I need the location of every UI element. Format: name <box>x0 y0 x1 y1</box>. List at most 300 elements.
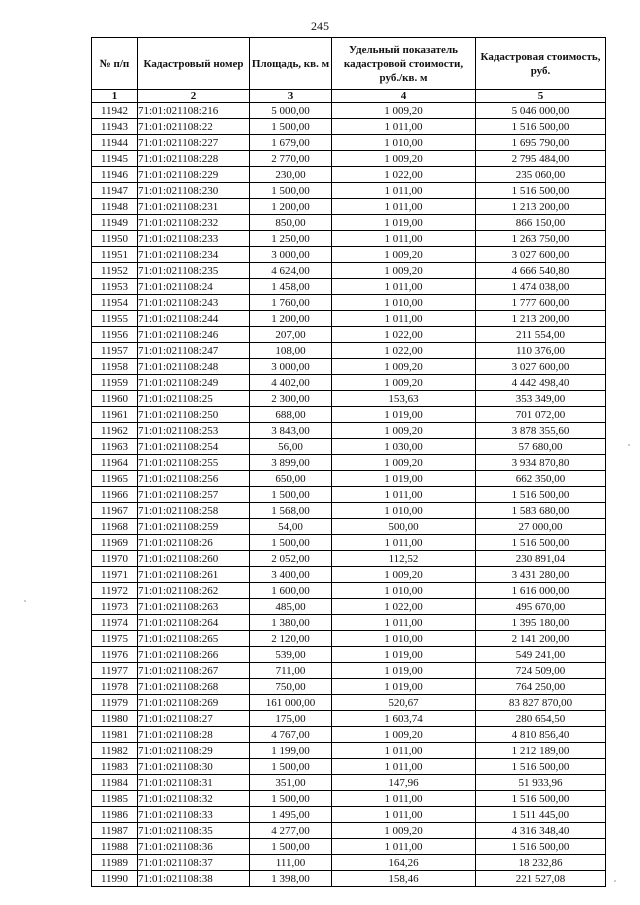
unit-value-cell: 1 011,00 <box>332 279 476 295</box>
cadastral-number-cell: 71:01:021108:30 <box>138 759 250 775</box>
cadastral-value-cell: 1 474 038,00 <box>476 279 606 295</box>
row-number-cell: 11953 <box>92 279 138 295</box>
area-cell: 2 300,00 <box>250 391 332 407</box>
row-number-cell: 11974 <box>92 615 138 631</box>
scan-speck <box>24 600 26 602</box>
area-cell: 4 767,00 <box>250 727 332 743</box>
cadastral-value-cell: 230 891,04 <box>476 551 606 567</box>
cadastral-value-cell: 3 934 870,80 <box>476 455 606 471</box>
area-cell: 850,00 <box>250 215 332 231</box>
unit-value-cell: 153,63 <box>332 391 476 407</box>
column-number: 1 <box>92 90 138 103</box>
area-cell: 1 380,00 <box>250 615 332 631</box>
cadastral-value-cell: 353 349,00 <box>476 391 606 407</box>
cadastral-number-cell: 71:01:021108:262 <box>138 583 250 599</box>
header-row-number: № п/п <box>92 38 138 90</box>
table-row <box>92 391 606 407</box>
cadastral-number-cell: 71:01:021108:247 <box>138 343 250 359</box>
cadastral-value-cell: 1 777 600,00 <box>476 295 606 311</box>
cadastral-number-cell: 71:01:021108:22 <box>138 119 250 135</box>
unit-value-cell: 1 022,00 <box>332 599 476 615</box>
row-number-cell: 11975 <box>92 631 138 647</box>
row-number-cell: 11981 <box>92 727 138 743</box>
cadastral-value-cell: 110 376,00 <box>476 343 606 359</box>
cadastral-number-cell: 71:01:021108:268 <box>138 679 250 695</box>
unit-value-cell: 1 009,20 <box>332 151 476 167</box>
table-row <box>92 119 606 135</box>
cadastral-number-cell: 71:01:021108:28 <box>138 727 250 743</box>
cadastral-number-cell: 71:01:021108:32 <box>138 791 250 807</box>
row-number-cell: 11946 <box>92 167 138 183</box>
unit-value-cell: 164,26 <box>332 855 476 871</box>
row-number-cell: 11990 <box>92 871 138 887</box>
cadastral-value-cell: 549 241,00 <box>476 647 606 663</box>
unit-value-cell: 1 603,74 <box>332 711 476 727</box>
area-cell: 1 199,00 <box>250 743 332 759</box>
cadastral-number-cell: 71:01:021108:27 <box>138 711 250 727</box>
row-number-cell: 11989 <box>92 855 138 871</box>
area-cell: 351,00 <box>250 775 332 791</box>
unit-value-cell: 500,00 <box>332 519 476 535</box>
unit-value-cell: 1 011,00 <box>332 119 476 135</box>
unit-value-cell: 1 009,20 <box>332 423 476 439</box>
unit-value-cell: 1 011,00 <box>332 743 476 759</box>
cadastral-value-cell: 4 810 856,40 <box>476 727 606 743</box>
area-cell: 161 000,00 <box>250 695 332 711</box>
area-cell: 4 277,00 <box>250 823 332 839</box>
cadastral-number-cell: 71:01:021108:227 <box>138 135 250 151</box>
row-number-cell: 11978 <box>92 679 138 695</box>
area-cell: 539,00 <box>250 647 332 663</box>
cadastral-value-cell: 2 141 200,00 <box>476 631 606 647</box>
cadastral-number-cell: 71:01:021108:29 <box>138 743 250 759</box>
area-cell: 54,00 <box>250 519 332 535</box>
cadastral-value-cell: 1 263 750,00 <box>476 231 606 247</box>
row-number-cell: 11987 <box>92 823 138 839</box>
table-row <box>92 407 606 423</box>
cadastral-value-cell: 4 442 498,40 <box>476 375 606 391</box>
unit-value-cell: 1 011,00 <box>332 759 476 775</box>
cadastral-value-cell: 211 554,00 <box>476 327 606 343</box>
row-number-cell: 11956 <box>92 327 138 343</box>
area-cell: 1 500,00 <box>250 119 332 135</box>
table-body <box>92 103 606 887</box>
table-header-row <box>92 38 606 90</box>
unit-value-cell: 1 011,00 <box>332 183 476 199</box>
cadastral-value-cell: 4 666 540,80 <box>476 263 606 279</box>
cadastral-table <box>91 37 606 887</box>
cadastral-value-cell: 1 616 000,00 <box>476 583 606 599</box>
area-cell: 4 624,00 <box>250 263 332 279</box>
unit-value-cell: 1 011,00 <box>332 231 476 247</box>
unit-value-cell: 1 011,00 <box>332 535 476 551</box>
table-row <box>92 791 606 807</box>
row-number-cell: 11963 <box>92 439 138 455</box>
cadastral-number-cell: 71:01:021108:234 <box>138 247 250 263</box>
unit-value-cell: 1 011,00 <box>332 487 476 503</box>
table-row <box>92 759 606 775</box>
row-number-cell: 11951 <box>92 247 138 263</box>
cadastral-value-cell: 764 250,00 <box>476 679 606 695</box>
page-number: 245 <box>311 19 329 33</box>
area-cell: 3 000,00 <box>250 359 332 375</box>
unit-value-cell: 1 009,20 <box>332 263 476 279</box>
unit-value-cell: 1 009,20 <box>332 727 476 743</box>
area-cell: 1 679,00 <box>250 135 332 151</box>
area-cell: 3 000,00 <box>250 247 332 263</box>
row-number-cell: 11943 <box>92 119 138 135</box>
row-number-cell: 11950 <box>92 231 138 247</box>
cadastral-number-cell: 71:01:021108:216 <box>138 103 250 119</box>
table-row <box>92 519 606 535</box>
row-number-cell: 11964 <box>92 455 138 471</box>
table-row <box>92 855 606 871</box>
unit-value-cell: 1 011,00 <box>332 839 476 855</box>
table-row <box>92 615 606 631</box>
area-cell: 5 000,00 <box>250 103 332 119</box>
area-cell: 230,00 <box>250 167 332 183</box>
cadastral-number-cell: 71:01:021108:248 <box>138 359 250 375</box>
table-row <box>92 743 606 759</box>
unit-value-cell: 1 010,00 <box>332 631 476 647</box>
table-row <box>92 375 606 391</box>
cadastral-value-cell: 701 072,00 <box>476 407 606 423</box>
area-cell: 3 400,00 <box>250 567 332 583</box>
area-cell: 1 458,00 <box>250 279 332 295</box>
table-row <box>92 311 606 327</box>
table-row <box>92 103 606 119</box>
area-cell: 2 052,00 <box>250 551 332 567</box>
area-cell: 1 200,00 <box>250 199 332 215</box>
cadastral-number-cell: 71:01:021108:255 <box>138 455 250 471</box>
cadastral-number-cell: 71:01:021108:231 <box>138 199 250 215</box>
cadastral-value-cell: 724 509,00 <box>476 663 606 679</box>
row-number-cell: 11959 <box>92 375 138 391</box>
unit-value-cell: 1 011,00 <box>332 807 476 823</box>
cadastral-number-cell: 71:01:021108:36 <box>138 839 250 855</box>
table-row <box>92 567 606 583</box>
unit-value-cell: 1 009,20 <box>332 455 476 471</box>
area-cell: 207,00 <box>250 327 332 343</box>
cadastral-number-cell: 71:01:021108:265 <box>138 631 250 647</box>
table-row <box>92 327 606 343</box>
area-cell: 1 500,00 <box>250 487 332 503</box>
table-row <box>92 231 606 247</box>
area-cell: 1 495,00 <box>250 807 332 823</box>
cadastral-value-cell: 662 350,00 <box>476 471 606 487</box>
row-number-cell: 11979 <box>92 695 138 711</box>
unit-value-cell: 520,67 <box>332 695 476 711</box>
cadastral-number-cell: 71:01:021108:253 <box>138 423 250 439</box>
area-cell: 1 200,00 <box>250 311 332 327</box>
cadastral-number-cell: 71:01:021108:256 <box>138 471 250 487</box>
area-cell: 111,00 <box>250 855 332 871</box>
row-number-cell: 11947 <box>92 183 138 199</box>
table-row <box>92 503 606 519</box>
table-row <box>92 295 606 311</box>
unit-value-cell: 1 010,00 <box>332 135 476 151</box>
table-row <box>92 439 606 455</box>
table-row <box>92 183 606 199</box>
area-cell: 1 500,00 <box>250 759 332 775</box>
cadastral-value-cell: 5 046 000,00 <box>476 103 606 119</box>
row-number-cell: 11972 <box>92 583 138 599</box>
row-number-cell: 11954 <box>92 295 138 311</box>
table-row <box>92 151 606 167</box>
table-row <box>92 247 606 263</box>
area-cell: 1 398,00 <box>250 871 332 887</box>
cadastral-value-cell: 2 795 484,00 <box>476 151 606 167</box>
unit-value-cell: 1 022,00 <box>332 167 476 183</box>
unit-value-cell: 1 010,00 <box>332 295 476 311</box>
row-number-cell: 11958 <box>92 359 138 375</box>
cadastral-number-cell: 71:01:021108:264 <box>138 615 250 631</box>
column-number-row <box>92 90 606 103</box>
cadastral-value-cell: 1 395 180,00 <box>476 615 606 631</box>
area-cell: 1 500,00 <box>250 839 332 855</box>
cadastral-number-cell: 71:01:021108:257 <box>138 487 250 503</box>
cadastral-value-cell: 221 527,08 <box>476 871 606 887</box>
row-number-cell: 11952 <box>92 263 138 279</box>
cadastral-value-cell: 51 933,96 <box>476 775 606 791</box>
cadastral-number-cell: 71:01:021108:37 <box>138 855 250 871</box>
unit-value-cell: 1 010,00 <box>332 503 476 519</box>
header-area: Площадь, кв. м <box>250 38 332 90</box>
unit-value-cell: 1 022,00 <box>332 327 476 343</box>
row-number-cell: 11988 <box>92 839 138 855</box>
cadastral-value-cell: 1 516 500,00 <box>476 535 606 551</box>
unit-value-cell: 147,96 <box>332 775 476 791</box>
unit-value-cell: 158,46 <box>332 871 476 887</box>
cadastral-value-cell: 235 060,00 <box>476 167 606 183</box>
table-row <box>92 599 606 615</box>
area-cell: 650,00 <box>250 471 332 487</box>
cadastral-number-cell: 71:01:021108:38 <box>138 871 250 887</box>
row-number-cell: 11980 <box>92 711 138 727</box>
table-row <box>92 263 606 279</box>
table-row <box>92 775 606 791</box>
cadastral-number-cell: 71:01:021108:232 <box>138 215 250 231</box>
cadastral-number-cell: 71:01:021108:246 <box>138 327 250 343</box>
cadastral-number-cell: 71:01:021108:235 <box>138 263 250 279</box>
row-number-cell: 11967 <box>92 503 138 519</box>
cadastral-number-cell: 71:01:021108:267 <box>138 663 250 679</box>
cadastral-value-cell: 1 516 500,00 <box>476 487 606 503</box>
cadastral-number-cell: 71:01:021108:250 <box>138 407 250 423</box>
cadastral-value-cell: 18 232,86 <box>476 855 606 871</box>
cadastral-number-cell: 71:01:021108:243 <box>138 295 250 311</box>
unit-value-cell: 1 019,00 <box>332 647 476 663</box>
cadastral-number-cell: 71:01:021108:259 <box>138 519 250 535</box>
cadastral-value-cell: 1 212 189,00 <box>476 743 606 759</box>
cadastral-value-cell: 3 878 355,60 <box>476 423 606 439</box>
table-row <box>92 647 606 663</box>
cadastral-number-cell: 71:01:021108:249 <box>138 375 250 391</box>
table-row <box>92 631 606 647</box>
cadastral-value-cell: 3 027 600,00 <box>476 247 606 263</box>
header-cadastral-number: Кадастровый номер <box>138 38 250 90</box>
cadastral-number-cell: 71:01:021108:233 <box>138 231 250 247</box>
area-cell: 2 120,00 <box>250 631 332 647</box>
cadastral-value-cell: 57 680,00 <box>476 439 606 455</box>
area-cell: 175,00 <box>250 711 332 727</box>
cadastral-value-cell: 83 827 870,00 <box>476 695 606 711</box>
row-number-cell: 11984 <box>92 775 138 791</box>
row-number-cell: 11945 <box>92 151 138 167</box>
row-number-cell: 11973 <box>92 599 138 615</box>
table-row <box>92 359 606 375</box>
cadastral-value-cell: 1 695 790,00 <box>476 135 606 151</box>
cadastral-value-cell: 1 516 500,00 <box>476 839 606 855</box>
cadastral-number-cell: 71:01:021108:254 <box>138 439 250 455</box>
table-row <box>92 679 606 695</box>
cadastral-value-cell: 1 213 200,00 <box>476 199 606 215</box>
cadastral-number-cell: 71:01:021108:31 <box>138 775 250 791</box>
cadastral-number-cell: 71:01:021108:244 <box>138 311 250 327</box>
unit-value-cell: 1 011,00 <box>332 791 476 807</box>
cadastral-value-cell: 1 213 200,00 <box>476 311 606 327</box>
area-cell: 750,00 <box>250 679 332 695</box>
cadastral-value-cell: 3 027 600,00 <box>476 359 606 375</box>
unit-value-cell: 112,52 <box>332 551 476 567</box>
row-number-cell: 11969 <box>92 535 138 551</box>
cadastral-value-cell: 4 316 348,40 <box>476 823 606 839</box>
table-row <box>92 535 606 551</box>
cadastral-value-cell: 1 516 500,00 <box>476 183 606 199</box>
row-number-cell: 11970 <box>92 551 138 567</box>
cadastral-value-cell: 280 654,50 <box>476 711 606 727</box>
cadastral-value-cell: 495 670,00 <box>476 599 606 615</box>
unit-value-cell: 1 009,20 <box>332 823 476 839</box>
row-number-cell: 11982 <box>92 743 138 759</box>
table-row <box>92 215 606 231</box>
column-number: 4 <box>332 90 476 103</box>
unit-value-cell: 1 030,00 <box>332 439 476 455</box>
column-number: 2 <box>138 90 250 103</box>
cadastral-value-cell: 1 516 500,00 <box>476 759 606 775</box>
row-number-cell: 11971 <box>92 567 138 583</box>
cadastral-number-cell: 71:01:021108:269 <box>138 695 250 711</box>
scan-speck <box>628 444 630 446</box>
table-row <box>92 871 606 887</box>
cadastral-value-cell: 1 516 500,00 <box>476 119 606 135</box>
area-cell: 1 568,00 <box>250 503 332 519</box>
header-cadastral-value: Кадастровая стоимость, руб. <box>476 38 606 90</box>
row-number-cell: 11944 <box>92 135 138 151</box>
area-cell: 485,00 <box>250 599 332 615</box>
row-number-cell: 11955 <box>92 311 138 327</box>
unit-value-cell: 1 009,20 <box>332 103 476 119</box>
row-number-cell: 11985 <box>92 791 138 807</box>
table-row <box>92 711 606 727</box>
row-number-cell: 11977 <box>92 663 138 679</box>
table-row <box>92 695 606 711</box>
cadastral-number-cell: 71:01:021108:261 <box>138 567 250 583</box>
row-number-cell: 11962 <box>92 423 138 439</box>
column-number: 5 <box>476 90 606 103</box>
cadastral-value-cell: 1 583 680,00 <box>476 503 606 519</box>
row-number-cell: 11976 <box>92 647 138 663</box>
area-cell: 688,00 <box>250 407 332 423</box>
cadastral-number-cell: 71:01:021108:263 <box>138 599 250 615</box>
table-row <box>92 199 606 215</box>
table-row <box>92 551 606 567</box>
cadastral-value-cell: 27 000,00 <box>476 519 606 535</box>
row-number-cell: 11949 <box>92 215 138 231</box>
cadastral-number-cell: 71:01:021108:25 <box>138 391 250 407</box>
cadastral-value-cell: 1 516 500,00 <box>476 791 606 807</box>
table-row <box>92 167 606 183</box>
table-row <box>92 471 606 487</box>
row-number-cell: 11957 <box>92 343 138 359</box>
row-number-cell: 11965 <box>92 471 138 487</box>
cadastral-value-cell: 1 511 445,00 <box>476 807 606 823</box>
header-unit-value: Удельный показатель кадастровой стоимости, руб./кв. м <box>332 38 476 90</box>
unit-value-cell: 1 022,00 <box>332 343 476 359</box>
cadastral-number-cell: 71:01:021108:26 <box>138 535 250 551</box>
area-cell: 711,00 <box>250 663 332 679</box>
unit-value-cell: 1 009,20 <box>332 247 476 263</box>
scan-speck <box>614 880 616 882</box>
cadastral-number-cell: 71:01:021108:229 <box>138 167 250 183</box>
area-cell: 108,00 <box>250 343 332 359</box>
area-cell: 1 500,00 <box>250 535 332 551</box>
unit-value-cell: 1 009,20 <box>332 359 476 375</box>
table-row <box>92 839 606 855</box>
area-cell: 1 760,00 <box>250 295 332 311</box>
area-cell: 3 899,00 <box>250 455 332 471</box>
unit-value-cell: 1 019,00 <box>332 471 476 487</box>
row-number-cell: 11948 <box>92 199 138 215</box>
unit-value-cell: 1 019,00 <box>332 679 476 695</box>
unit-value-cell: 1 011,00 <box>332 615 476 631</box>
table-row <box>92 807 606 823</box>
area-cell: 56,00 <box>250 439 332 455</box>
row-number-cell: 11968 <box>92 519 138 535</box>
unit-value-cell: 1 009,20 <box>332 375 476 391</box>
row-number-cell: 11966 <box>92 487 138 503</box>
area-cell: 3 843,00 <box>250 423 332 439</box>
row-number-cell: 11960 <box>92 391 138 407</box>
cadastral-number-cell: 71:01:021108:266 <box>138 647 250 663</box>
area-cell: 1 500,00 <box>250 791 332 807</box>
unit-value-cell: 1 019,00 <box>332 407 476 423</box>
area-cell: 4 402,00 <box>250 375 332 391</box>
column-number: 3 <box>250 90 332 103</box>
cadastral-number-cell: 71:01:021108:33 <box>138 807 250 823</box>
area-cell: 1 250,00 <box>250 231 332 247</box>
unit-value-cell: 1 011,00 <box>332 311 476 327</box>
unit-value-cell: 1 009,20 <box>332 567 476 583</box>
cadastral-number-cell: 71:01:021108:258 <box>138 503 250 519</box>
row-number-cell: 11983 <box>92 759 138 775</box>
table-row <box>92 823 606 839</box>
row-number-cell: 11942 <box>92 103 138 119</box>
table-row <box>92 727 606 743</box>
area-cell: 1 500,00 <box>250 183 332 199</box>
cadastral-number-cell: 71:01:021108:35 <box>138 823 250 839</box>
unit-value-cell: 1 011,00 <box>332 199 476 215</box>
unit-value-cell: 1 010,00 <box>332 583 476 599</box>
table-row <box>92 663 606 679</box>
table-row <box>92 583 606 599</box>
table-row <box>92 423 606 439</box>
cadastral-value-cell: 866 150,00 <box>476 215 606 231</box>
table-row <box>92 135 606 151</box>
row-number-cell: 11986 <box>92 807 138 823</box>
cadastral-number-cell: 71:01:021108:24 <box>138 279 250 295</box>
unit-value-cell: 1 019,00 <box>332 663 476 679</box>
